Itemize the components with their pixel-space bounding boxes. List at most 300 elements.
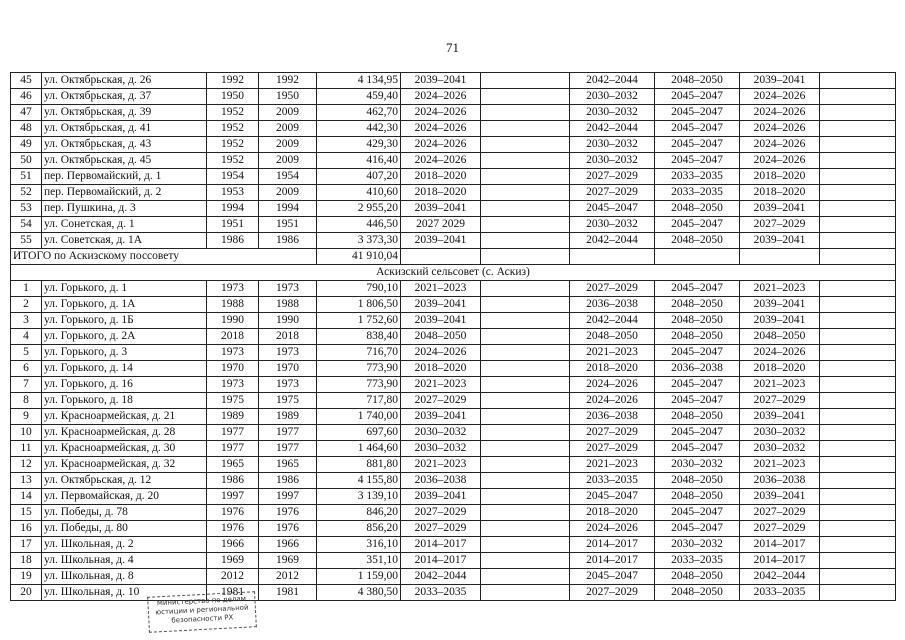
period-cell: 2039–2041: [740, 297, 820, 313]
table-row: [11, 489, 896, 505]
period-cell: 2045–2047: [655, 425, 740, 441]
period-cell: 2048–2050: [740, 329, 820, 345]
period-cell: 2014–2017: [740, 553, 820, 569]
period-cell: 2027 2029: [401, 217, 481, 233]
period-cell: 2039–2041: [740, 233, 820, 249]
build-year-cell: 1951: [207, 217, 259, 233]
period-cell: 2018–2020: [401, 361, 481, 377]
row-number: 9: [11, 409, 42, 425]
empty-cell: [820, 89, 896, 105]
empty-cell: [820, 473, 896, 489]
period-cell: 2048–2050: [655, 473, 740, 489]
period-cell: [481, 425, 570, 441]
period-cell: 2048–2050: [655, 329, 740, 345]
period-cell: 2045–2047: [655, 393, 740, 409]
period-cell: 2021–2023: [740, 281, 820, 297]
table-row: [11, 329, 896, 345]
area-cell: 407,20: [317, 169, 401, 185]
total-value: 41 910,04: [317, 249, 401, 265]
period-cell: 2048–2050: [655, 313, 740, 329]
address-cell: ул. Красноармейская, д. 21: [42, 409, 207, 425]
address-cell: ул. Школьная, д. 10: [42, 585, 207, 601]
build-year-cell: 2018: [207, 329, 259, 345]
period-cell: [481, 441, 570, 457]
period-cell: 2045–2047: [655, 281, 740, 297]
period-cell: 2045–2047: [570, 201, 655, 217]
period-cell: 2048–2050: [655, 73, 740, 89]
period-cell: 2045–2047: [655, 89, 740, 105]
area-cell: 4 380,50: [317, 585, 401, 601]
period-cell: [481, 521, 570, 537]
overhaul-year-cell: 1966: [259, 537, 317, 553]
empty-cell: [820, 361, 896, 377]
period-cell: 2042–2044: [570, 313, 655, 329]
address-cell: ул. Красноармейская, д. 30: [42, 441, 207, 457]
table-row: [11, 505, 896, 521]
empty-cell: [820, 425, 896, 441]
period-cell: [481, 569, 570, 585]
table-row: [11, 217, 896, 233]
row-number: 13: [11, 473, 42, 489]
build-year-cell: 1989: [207, 409, 259, 425]
period-cell: 2048–2050: [655, 297, 740, 313]
area-cell: 1 806,50: [317, 297, 401, 313]
row-number: 11: [11, 441, 42, 457]
period-cell: 2030–2032: [401, 441, 481, 457]
period-cell: [481, 121, 570, 137]
overhaul-year-cell: 2009: [259, 121, 317, 137]
period-cell: 2024–2026: [740, 153, 820, 169]
period-cell: 2045–2047: [655, 345, 740, 361]
period-cell: 2024–2026: [401, 137, 481, 153]
period-cell: 2042–2044: [570, 121, 655, 137]
address-cell: ул. Октябрьская, д. 43: [42, 137, 207, 153]
period-cell: 2024–2026: [570, 393, 655, 409]
period-cell: 2014–2017: [570, 537, 655, 553]
period-cell: 2045–2047: [655, 105, 740, 121]
table-row: [11, 345, 896, 361]
row-number: 19: [11, 569, 42, 585]
address-cell: ул. Сонетская, д. 1: [42, 217, 207, 233]
period-cell: 2039–2041: [401, 297, 481, 313]
period-cell: [481, 457, 570, 473]
period-cell: 2048–2050: [655, 409, 740, 425]
table-row: [11, 377, 896, 393]
period-cell: 2024–2026: [401, 89, 481, 105]
period-cell: 2030–2032: [570, 217, 655, 233]
page-number: 71: [446, 40, 459, 55]
area-cell: 3 139,10: [317, 489, 401, 505]
address-cell: пер. Первомайский, д. 1: [42, 169, 207, 185]
period-cell: 2045–2047: [655, 377, 740, 393]
period-cell: 2039–2041: [740, 409, 820, 425]
table-row: [11, 393, 896, 409]
period-cell: 2027–2029: [570, 585, 655, 601]
period-cell: 2045–2047: [655, 121, 740, 137]
period-cell: 2045–2047: [655, 153, 740, 169]
address-cell: ул. Победы, д. 80: [42, 521, 207, 537]
period-cell: 2033–2035: [655, 185, 740, 201]
overhaul-year-cell: 1997: [259, 489, 317, 505]
period-cell: 2018–2020: [401, 185, 481, 201]
period-cell: 2018–2020: [401, 169, 481, 185]
stamp-line: юстиции и региональной: [155, 603, 249, 617]
period-cell: [481, 105, 570, 121]
empty-cell: [820, 489, 896, 505]
address-cell: пер. Пушкина, д. 3: [42, 201, 207, 217]
period-cell: 2024–2026: [570, 377, 655, 393]
overhaul-year-cell: 1969: [259, 553, 317, 569]
period-cell: [481, 217, 570, 233]
period-cell: 2024–2026: [401, 153, 481, 169]
area-cell: 446,50: [317, 217, 401, 233]
overhaul-year-cell: 1976: [259, 505, 317, 521]
overhaul-year-cell: 1970: [259, 361, 317, 377]
period-cell: 2018–2020: [740, 361, 820, 377]
period-cell: 2024–2026: [740, 121, 820, 137]
build-year-cell: 1977: [207, 425, 259, 441]
overhaul-year-cell: 1973: [259, 345, 317, 361]
period-cell: 2027–2029: [570, 169, 655, 185]
address-cell: ул. Горького, д. 1А: [42, 297, 207, 313]
empty-cell: [820, 185, 896, 201]
row-number: 8: [11, 393, 42, 409]
address-cell: ул. Октябрьская, д. 12: [42, 473, 207, 489]
empty-cell: [820, 297, 896, 313]
build-year-cell: 1990: [207, 313, 259, 329]
area-cell: 410,60: [317, 185, 401, 201]
overhaul-year-cell: 1973: [259, 377, 317, 393]
period-cell: 2036–2038: [740, 473, 820, 489]
empty-cell: [820, 281, 896, 297]
table-row: [11, 185, 896, 201]
period-cell: 2039–2041: [401, 233, 481, 249]
period-cell: 2033–2035: [740, 585, 820, 601]
period-cell: 2018–2020: [740, 185, 820, 201]
period-cell: [481, 409, 570, 425]
period-cell: 2045–2047: [655, 441, 740, 457]
period-cell: 2030–2032: [655, 457, 740, 473]
build-year-cell: 1973: [207, 377, 259, 393]
empty-cell: [820, 409, 896, 425]
build-year-cell: 2012: [207, 569, 259, 585]
period-cell: [481, 233, 570, 249]
area-cell: 416,40: [317, 153, 401, 169]
address-cell: ул. Школьная, д. 4: [42, 553, 207, 569]
period-cell: 2027–2029: [401, 393, 481, 409]
row-number: 45: [11, 73, 42, 89]
period-cell: 2027–2029: [740, 217, 820, 233]
period-cell: 2027–2029: [570, 425, 655, 441]
build-year-cell: 1992: [207, 73, 259, 89]
period-cell: 2033–2035: [655, 553, 740, 569]
row-number: 10: [11, 425, 42, 441]
overhaul-year-cell: 2009: [259, 153, 317, 169]
row-number: 3: [11, 313, 42, 329]
period-cell: 2042–2044: [570, 73, 655, 89]
period-cell: 2024–2026: [740, 137, 820, 153]
area-cell: 881,80: [317, 457, 401, 473]
period-cell: 2030–2032: [570, 89, 655, 105]
period-cell: 2030–2032: [570, 153, 655, 169]
address-cell: ул. Первомайская, д. 20: [42, 489, 207, 505]
period-cell: 2048–2050: [655, 201, 740, 217]
overhaul-year-cell: 1977: [259, 425, 317, 441]
period-cell: [481, 313, 570, 329]
period-cell: 2021–2023: [740, 377, 820, 393]
overhaul-year-cell: 1977: [259, 441, 317, 457]
period-cell: 2045–2047: [570, 569, 655, 585]
total-empty-cell: [481, 249, 570, 265]
period-cell: 2042–2044: [570, 233, 655, 249]
section-title: Аскизский сельсовет (с. Аскиз): [11, 265, 896, 281]
build-year-cell: 1965: [207, 457, 259, 473]
period-cell: [481, 489, 570, 505]
period-cell: [481, 185, 570, 201]
period-cell: [481, 329, 570, 345]
row-number: 20: [11, 585, 42, 601]
empty-cell: [820, 377, 896, 393]
table-row: [11, 521, 896, 537]
build-year-cell: 1952: [207, 137, 259, 153]
period-cell: 2039–2041: [740, 73, 820, 89]
row-number: 18: [11, 553, 42, 569]
row-number: 12: [11, 457, 42, 473]
period-cell: 2027–2029: [740, 521, 820, 537]
empty-cell: [820, 217, 896, 233]
build-year-cell: 1976: [207, 521, 259, 537]
area-cell: 3 373,30: [317, 233, 401, 249]
table-body-bottom: [11, 281, 896, 601]
table-row: [11, 569, 896, 585]
total-empty-cell: [401, 249, 481, 265]
table-row: [11, 201, 896, 217]
address-cell: ул. Октябрьская, д. 37: [42, 89, 207, 105]
overhaul-year-cell: 1994: [259, 201, 317, 217]
period-cell: 2024–2026: [570, 521, 655, 537]
empty-cell: [820, 153, 896, 169]
empty-cell: [820, 169, 896, 185]
area-cell: 846,20: [317, 505, 401, 521]
period-cell: 2039–2041: [401, 409, 481, 425]
build-year-cell: 1986: [207, 473, 259, 489]
build-year-cell: 1952: [207, 153, 259, 169]
period-cell: 2030–2032: [570, 137, 655, 153]
row-number: 52: [11, 185, 42, 201]
period-cell: [481, 137, 570, 153]
empty-cell: [820, 121, 896, 137]
row-number: 2: [11, 297, 42, 313]
table-row: [11, 105, 896, 121]
row-number: 17: [11, 537, 42, 553]
period-cell: 2036–2038: [570, 297, 655, 313]
row-number: 16: [11, 521, 42, 537]
address-cell: ул. Школьная, д. 2: [42, 537, 207, 553]
period-cell: 2018–2020: [740, 169, 820, 185]
overhaul-year-cell: 1954: [259, 169, 317, 185]
total-row: [11, 249, 896, 265]
table-row: [11, 73, 896, 89]
table-row: [11, 553, 896, 569]
row-number: 1: [11, 281, 42, 297]
row-number: 55: [11, 233, 42, 249]
row-number: 54: [11, 217, 42, 233]
overhaul-year-cell: 2009: [259, 137, 317, 153]
row-number: 53: [11, 201, 42, 217]
period-cell: [481, 537, 570, 553]
period-cell: 2027–2029: [570, 281, 655, 297]
build-year-cell: 1994: [207, 201, 259, 217]
overhaul-year-cell: 1986: [259, 473, 317, 489]
address-cell: ул. Школьная, д. 8: [42, 569, 207, 585]
build-year-cell: 1988: [207, 297, 259, 313]
row-number: 51: [11, 169, 42, 185]
address-cell: ул. Октябрьская, д. 39: [42, 105, 207, 121]
area-cell: 773,90: [317, 361, 401, 377]
period-cell: 2018–2020: [570, 361, 655, 377]
total-empty-cell: [740, 249, 820, 265]
address-cell: ул. Октябрьская, д. 26: [42, 73, 207, 89]
table-row: [11, 585, 896, 601]
address-cell: ул. Октябрьская, д. 41: [42, 121, 207, 137]
period-cell: 2048–2050: [655, 489, 740, 505]
empty-cell: [820, 585, 896, 601]
area-cell: 316,10: [317, 537, 401, 553]
period-cell: [481, 345, 570, 361]
overhaul-year-cell: 1986: [259, 233, 317, 249]
period-cell: 2021–2023: [401, 457, 481, 473]
empty-cell: [820, 313, 896, 329]
period-cell: 2030–2032: [570, 105, 655, 121]
address-cell: ул. Красноармейская, д. 28: [42, 425, 207, 441]
empty-cell: [820, 457, 896, 473]
stamp-line: Министерство по делам: [156, 594, 247, 608]
area-cell: 462,70: [317, 105, 401, 121]
overhaul-year-cell: 1975: [259, 393, 317, 409]
overhaul-year-cell: 1988: [259, 297, 317, 313]
period-cell: [481, 505, 570, 521]
overhaul-year-cell: 1989: [259, 409, 317, 425]
area-cell: 697,60: [317, 425, 401, 441]
row-number: 5: [11, 345, 42, 361]
total-empty-cell: [655, 249, 740, 265]
empty-cell: [820, 105, 896, 121]
build-year-cell: 1975: [207, 393, 259, 409]
period-cell: 2030–2032: [655, 537, 740, 553]
row-number: 48: [11, 121, 42, 137]
area-cell: 1 464,60: [317, 441, 401, 457]
address-cell: пер. Первомайский, д. 2: [42, 185, 207, 201]
period-cell: 2014–2017: [570, 553, 655, 569]
period-cell: [481, 377, 570, 393]
overhaul-year-cell: 1950: [259, 89, 317, 105]
table-row: [11, 409, 896, 425]
empty-cell: [820, 537, 896, 553]
build-year-cell: 1986: [207, 233, 259, 249]
row-number: 50: [11, 153, 42, 169]
empty-cell: [820, 233, 896, 249]
row-number: 14: [11, 489, 42, 505]
period-cell: 2048–2050: [655, 585, 740, 601]
period-cell: 2014–2017: [401, 553, 481, 569]
table-row: [11, 153, 896, 169]
row-number: 7: [11, 377, 42, 393]
period-cell: [481, 201, 570, 217]
empty-cell: [820, 505, 896, 521]
overhaul-year-cell: 1976: [259, 521, 317, 537]
address-cell: ул. Горького, д. 1: [42, 281, 207, 297]
table-row: [11, 441, 896, 457]
empty-cell: [820, 521, 896, 537]
total-empty-cell: [570, 249, 655, 265]
build-year-cell: 1969: [207, 553, 259, 569]
row-number: 47: [11, 105, 42, 121]
period-cell: [481, 585, 570, 601]
period-cell: 2027–2029: [401, 505, 481, 521]
row-number: 6: [11, 361, 42, 377]
area-cell: 1 752,60: [317, 313, 401, 329]
total-label: ИТОГО по Аскизскому поссовету: [11, 249, 317, 265]
period-cell: 2021–2023: [740, 457, 820, 473]
period-cell: 2024–2026: [401, 345, 481, 361]
period-cell: 2030–2032: [401, 425, 481, 441]
area-cell: 4 155,80: [317, 473, 401, 489]
empty-cell: [820, 73, 896, 89]
build-year-cell: 1977: [207, 441, 259, 457]
build-year-cell: 1997: [207, 489, 259, 505]
period-cell: 2048–2050: [570, 329, 655, 345]
table-row: [11, 137, 896, 153]
period-cell: 2021–2023: [570, 345, 655, 361]
table-row: [11, 457, 896, 473]
address-cell: ул. Октябрьская, д. 45: [42, 153, 207, 169]
period-cell: 2042–2044: [740, 569, 820, 585]
overhaul-year-cell: 2009: [259, 105, 317, 121]
empty-cell: [820, 569, 896, 585]
overhaul-year-cell: 1992: [259, 73, 317, 89]
period-cell: 2036–2038: [401, 473, 481, 489]
period-cell: [481, 153, 570, 169]
period-cell: 2024–2026: [740, 345, 820, 361]
build-year-cell: 1952: [207, 105, 259, 121]
address-cell: ул. Горького, д. 18: [42, 393, 207, 409]
area-cell: 442,30: [317, 121, 401, 137]
build-year-cell: 1976: [207, 505, 259, 521]
area-cell: 790,10: [317, 281, 401, 297]
row-number: 49: [11, 137, 42, 153]
address-cell: ул. Победы, д. 78: [42, 505, 207, 521]
build-year-cell: 1953: [207, 185, 259, 201]
build-year-cell: 1966: [207, 537, 259, 553]
period-cell: 2014–2017: [740, 537, 820, 553]
build-year-cell: 1981: [207, 585, 259, 601]
build-year-cell: 1973: [207, 281, 259, 297]
table-row: [11, 425, 896, 441]
overhaul-year-cell: 2012: [259, 569, 317, 585]
period-cell: 2027–2029: [740, 393, 820, 409]
period-cell: 2039–2041: [740, 489, 820, 505]
period-cell: 2027–2029: [401, 521, 481, 537]
period-cell: 2039–2041: [401, 73, 481, 89]
table-row: [11, 537, 896, 553]
table-row: [11, 473, 896, 489]
period-cell: 2039–2041: [401, 313, 481, 329]
period-cell: 2048–2050: [655, 569, 740, 585]
period-cell: 2018–2020: [570, 505, 655, 521]
table-row: [11, 89, 896, 105]
overhaul-year-cell: 1981: [259, 585, 317, 601]
address-cell: ул. Горького, д. 14: [42, 361, 207, 377]
